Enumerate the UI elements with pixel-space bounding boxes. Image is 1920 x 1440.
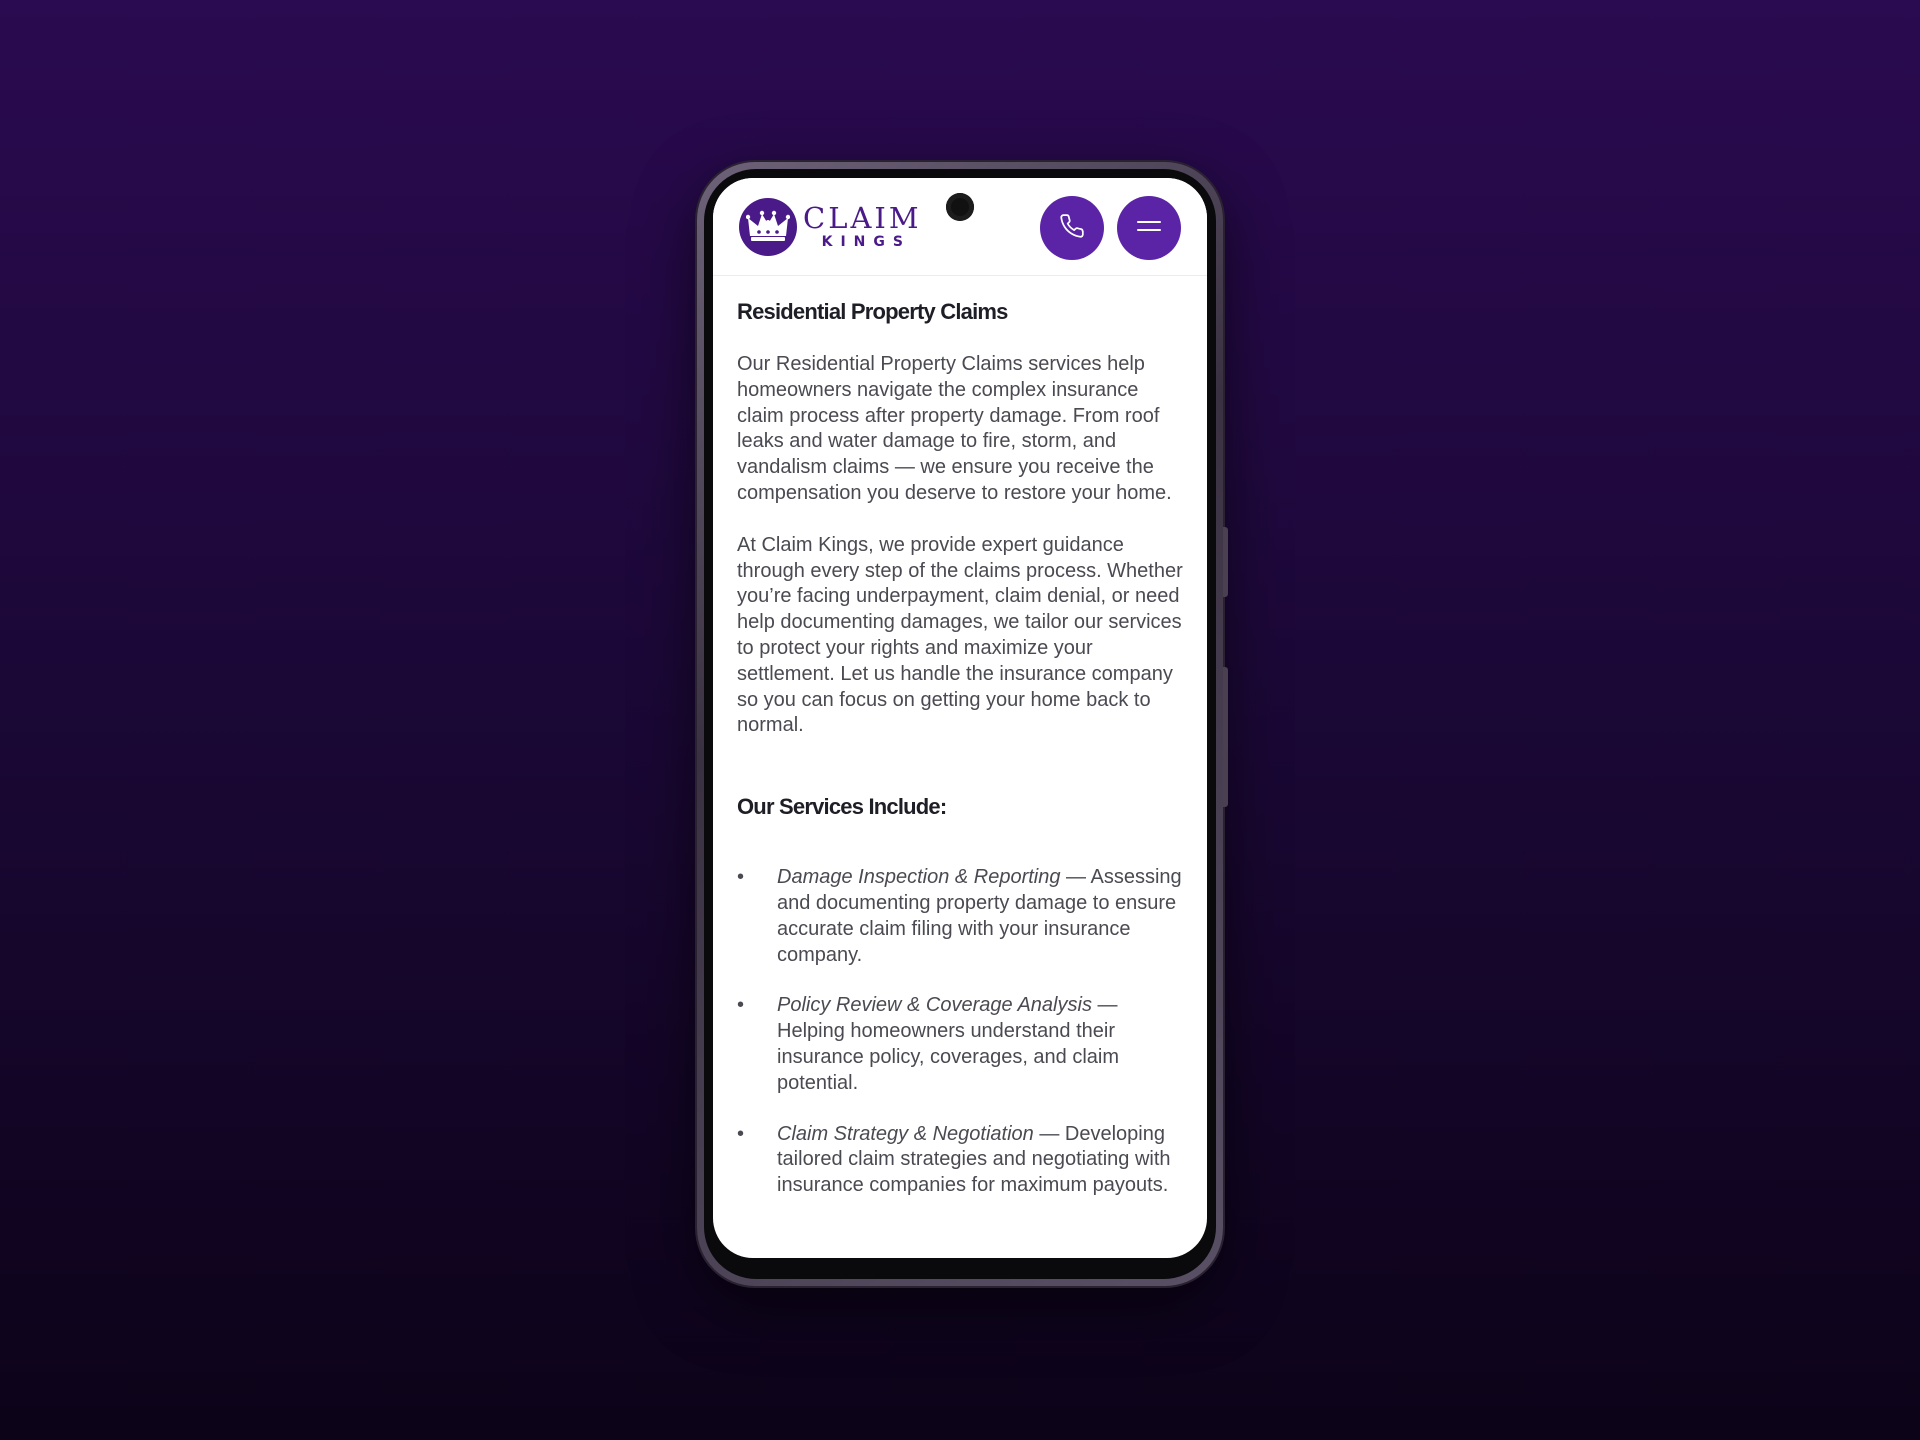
services-heading: Our Services Include:	[737, 794, 947, 820]
page-title: Residential Property Claims	[737, 299, 1008, 324]
intro-paragraph: Our Residential Property Claims services help homeowners navigate the complex insurance claim process after property damage. From roof leaks and water damage to fire, storm, and vandalism claims — we ensure you receive the compensation you deserve to restore your home.	[737, 353, 1172, 504]
service-description: Helping homeowners understand their insurance policy, coverages, and claim potential.	[777, 1020, 1120, 1094]
service-name: Claim Strategy & Negotiation	[777, 1122, 1034, 1145]
list-item: • Claim Strategy & Negotiation — Developing tailored claim strategies and negotiating with insurance companies for maximum payouts.	[737, 1122, 1187, 1199]
brand-wordmark	[803, 203, 922, 251]
brand-logo[interactable]	[739, 198, 922, 256]
service-description: Assessing and documenting property damage to ensure accurate claim filing with your insurance company.	[777, 866, 1182, 966]
list-item: • Damage Inspection & Reporting — Assessing and documenting property damage to ensure accurate claim filing with your insurance company.	[737, 865, 1187, 968]
service-description: Developing tailored claim strategies and negotiating with insurance companies for maximum payouts.	[777, 1122, 1171, 1197]
guidance-paragraph: At Claim Kings, we provide expert guidance through every step of the claims process. Whether you’re facing underpayment, claim denial, or need help documenting damages, we tailor our services to protect your rights and maximize your settlement. Let us handle the insurance company so you can focus on getting your home back to normal.	[737, 533, 1183, 737]
phone-icon	[1059, 213, 1085, 244]
menu-button[interactable]	[1117, 196, 1181, 260]
service-name: Policy Review & Coverage Analysis	[777, 994, 1092, 1017]
crown-icon	[739, 198, 797, 256]
list-item: • Policy Review & Coverage Analysis — Helping homeowners understand their insurance policy, coverages, and claim potential.	[737, 993, 1187, 1096]
hamburger-menu-icon	[1136, 218, 1162, 239]
phone-volume-button	[1223, 667, 1228, 807]
service-name: Damage Inspection & Reporting	[777, 866, 1061, 889]
services-list	[737, 865, 1187, 1199]
phone-power-button	[1223, 527, 1228, 597]
front-camera	[946, 193, 974, 221]
call-button[interactable]	[1040, 196, 1104, 260]
phone-screen	[713, 178, 1207, 1258]
page-content	[737, 298, 1187, 1224]
brand-name-bottom: KINGS	[821, 234, 911, 250]
brand-name-top: CLAIM	[803, 201, 922, 235]
